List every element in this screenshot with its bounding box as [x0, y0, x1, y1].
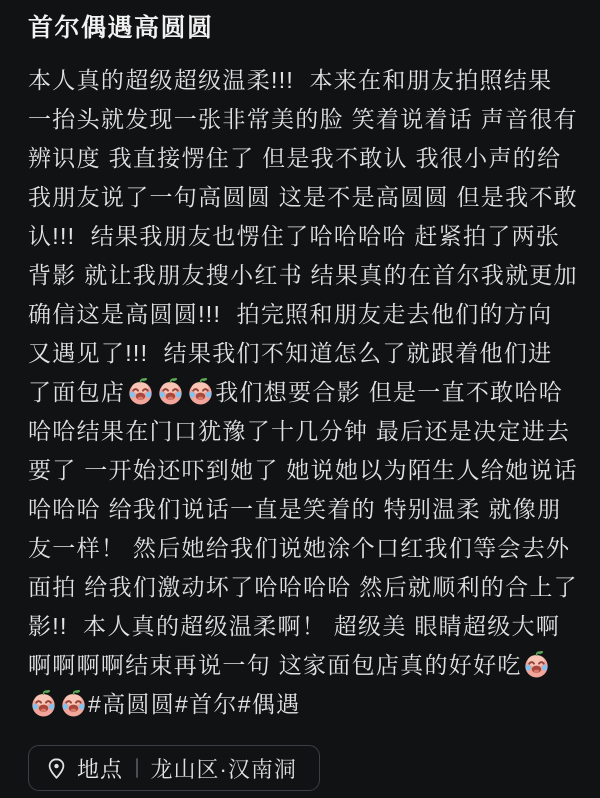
post-line	[28, 490, 572, 529]
post-title: 首尔偶遇高圆圆	[28, 14, 214, 42]
post-line	[28, 646, 572, 685]
post-line	[28, 139, 572, 178]
post-body	[28, 61, 578, 724]
post-text: 本人真的超级超级温柔!!! 本来在和朋友拍照结果	[28, 67, 553, 93]
post-text: 哈哈结果在门口犹豫了十几分钟 最后还是决定进去	[28, 418, 571, 444]
post-text: 又遇见了!!! 结果我们不知道怎么了就跟着他们进	[28, 340, 553, 366]
post-text: 我们想要合影 但是一直不敢哈哈	[215, 379, 564, 405]
post-text: 影!! 本人真的超级温柔啊！ 超级美 眼睛超级大啊	[28, 613, 561, 639]
location-label: 地点	[77, 756, 124, 782]
location-pill[interactable]	[28, 745, 320, 791]
post-line	[28, 217, 572, 256]
post-text: 啊啊啊啊结束再说一句 这家面包店真的好好吃	[28, 652, 522, 678]
crying-laughing-sprout-emoji	[29, 689, 58, 718]
post-line	[28, 256, 578, 295]
post-text: 哈哈哈 给我们说话一直是笑着的 特别温柔 就像朋	[28, 496, 562, 522]
hashtag[interactable]: #偶遇	[237, 691, 301, 717]
location-value: 龙山区·汉南洞	[150, 756, 297, 782]
post-line	[28, 295, 572, 334]
post-line	[28, 529, 572, 568]
post-line	[28, 451, 578, 490]
hashtag[interactable]: #高圆圆	[88, 691, 175, 717]
post-line	[28, 373, 572, 412]
crying-laughing-sprout-emoji	[522, 650, 551, 679]
post-line	[28, 685, 572, 724]
post-text: 要了 一开始还吓到她了 她说她以为陌生人给她说话	[28, 457, 578, 483]
hashtag[interactable]: #首尔	[175, 691, 238, 717]
post-text: 确信这是高圆圆!!! 拍完照和朋友走去他们的方向	[28, 301, 553, 327]
post-text: 面拍 给我们激动坏了哈哈哈哈 然后就顺利的合上了	[28, 574, 578, 600]
post-line	[28, 61, 572, 100]
post-line	[28, 568, 578, 607]
post-line	[28, 412, 572, 451]
post-text: 友一样！ 然后她给我们说她涂个口红我们等会去外	[28, 535, 571, 561]
location-pin-icon	[45, 757, 68, 780]
post-text: 辨识度 我直接愣住了 但是我不敢认 我很小声的给	[28, 145, 562, 171]
location-divider	[136, 758, 138, 778]
crying-laughing-sprout-emoji	[59, 689, 88, 718]
crying-laughing-sprout-emoji	[186, 377, 215, 406]
post-text: 一抬头就发现一张非常美的脸 笑着说着话 声音很有	[28, 106, 578, 132]
post-text: 背影 就让我朋友搜小红书 结果真的在首尔我就更加	[28, 262, 578, 288]
post-text: 我朋友说了一句高圆圆 这是不是高圆圆 但是我不敢	[28, 184, 578, 210]
post-line	[28, 607, 572, 646]
post-line	[28, 334, 572, 373]
post-line	[28, 100, 578, 139]
post-text: 了面包店	[28, 379, 126, 405]
crying-laughing-sprout-emoji	[156, 377, 185, 406]
post-line	[28, 178, 578, 217]
crying-laughing-sprout-emoji	[126, 377, 155, 406]
post-text: 认!!! 结果我朋友也愣住了哈哈哈哈 赶紧拍了两张	[28, 223, 561, 249]
